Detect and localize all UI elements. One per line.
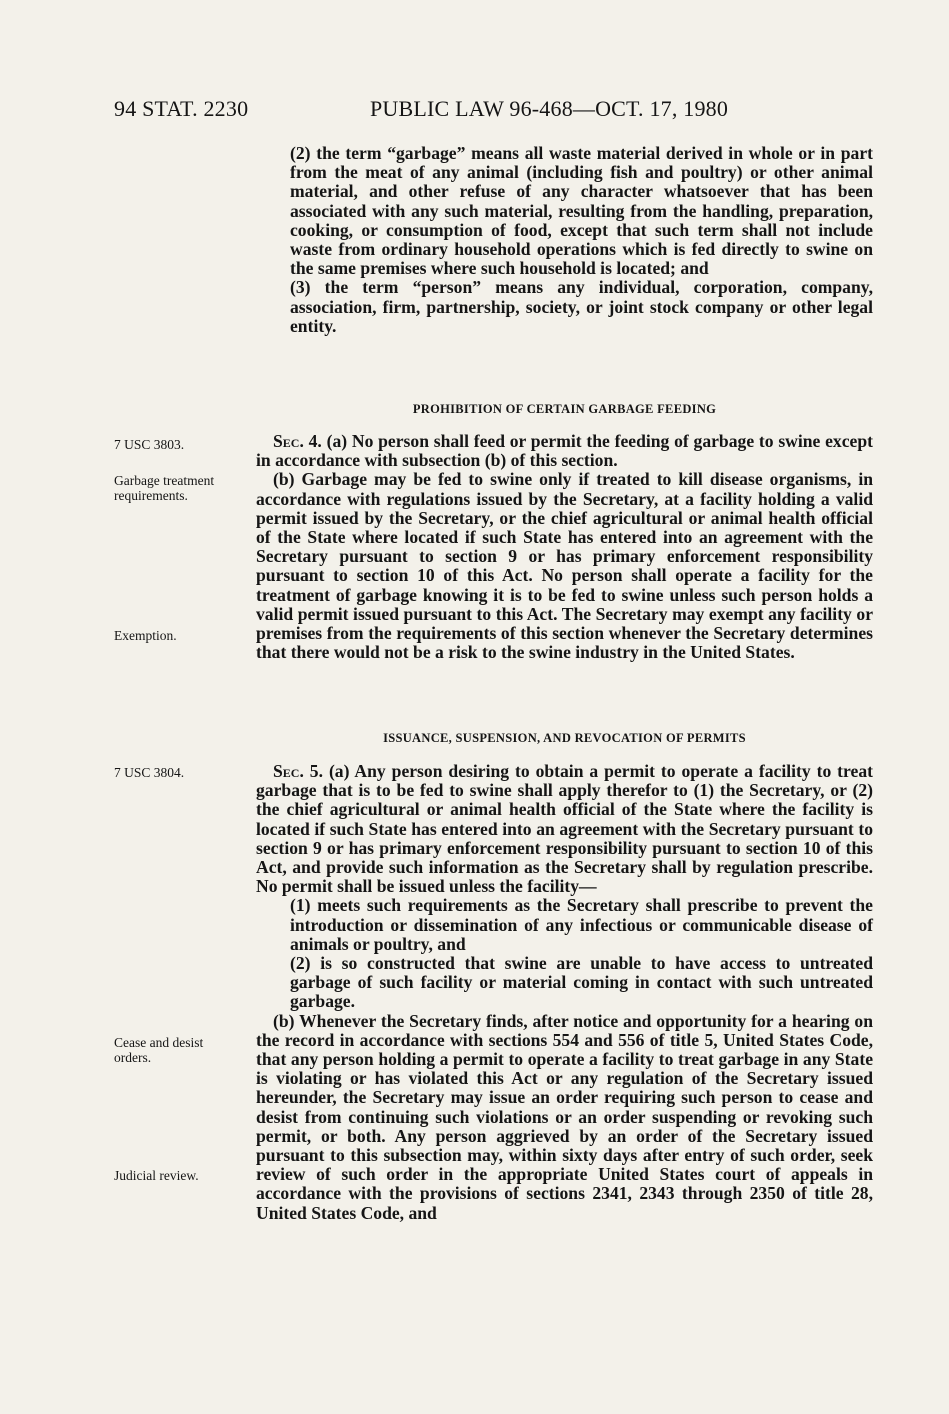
- margin-note-7-usc-3803: 7 USC 3803.: [114, 437, 185, 452]
- section-5-item-2: (2) is so constructed that swine are unable to have access to untreated garbage of such facility or material coming in contact with such untreated garbage.: [290, 953, 873, 1012]
- section-4-body: [256, 432, 873, 662]
- stat-citation: 94 STAT. 2230: [114, 96, 249, 121]
- definition-garbage-text: (2) the term “garbage” means all waste material derived in whole or in part from the meat of any animal (including fish and poultry) or other animal material, and other refuse of any character whatsoever that has been associated with any such material, resulting from the handling, preparation, cooking, or consumption of food, except that such term shall not include waste from ordinary household operations which is fed directly to swine on the same premises where such household is located; and: [290, 143, 873, 279]
- section-5-item-1: (1) meets such requirements as the Secretary shall prescribe to prevent the introduction or dissemination of any infectious or communicable disease of animals or poultry, and: [290, 895, 873, 954]
- section-5-heading: ISSUANCE, SUSPENSION, AND REVOCATION OF PERMITS: [383, 731, 746, 745]
- section-5-sec-label: Sec.: [273, 761, 304, 781]
- section-4-sec-label: Sec.: [273, 431, 304, 451]
- section-4-para-a: [256, 432, 873, 470]
- law-title: PUBLIC LAW 96-468—OCT. 17, 1980: [370, 96, 729, 121]
- section-5-para-a-text: 5. (a) Any person desiring to obtain a permit to operate a facility to treat garbage that is to be fed to swine shall apply therefor to (1) the Secretary, or (2) the chief agricultural or animal health official of the State where the facility is located if such State has entered into an agreement with the Secretary pursuant to section 9 or has primary enforcement responsibility pursuant to section 10 of this Act, and provide such information as the Secretary shall by regulation prescribe. No permit shall be issued unless the facility—: [256, 761, 873, 897]
- definitions-block: [256, 144, 873, 336]
- running-header: [0, 96, 949, 126]
- section-5-para-a: [256, 762, 873, 896]
- margin-note-judicial-review: Judicial review.: [114, 1168, 199, 1183]
- section-5-para-b: (b) Whenever the Secretary finds, after notice and opportunity for a hearing on the record in accordance with sections 554 and 556 of title 5, United States Code, that any person holding a permit to operate a facility to treat garbage in any State is violating or has violated this Act or any regulation of the Secretary issued hereunder, the Secretary may issue an order requiring such person to cease and desist from continuing such violations or an order suspending or revoking such permit, or both. Any person aggrieved by an order of the Secretary issued pursuant to this subsection may, within sixty days after entry of such order, seek review of such order in the appropriate United States court of appeals in accordance with the provisions of sections 2341, 2343 through 2350 of title 28, United States Code, and: [256, 1010, 873, 1223]
- definition-garbage: [256, 144, 873, 278]
- section-4-para-a-text: 4. (a) No person shall feed or permit the feeding of garbage to swine except in accordance with subsection (b) of this section.: [256, 431, 873, 471]
- section-4-para-b: (b) Garbage may be fed to swine only if treated to kill disease organisms, in accordance with regulations issued by the Secretary, at a facility holding a valid permit issued by the Secretary, or the chief agricultural or animal health official of the State where located if such State has entered into an agreement with the Secretary pursuant to section 9 or has primary enforcement responsibility pursuant to section 10 of this Act. No person shall operate a facility for the treatment of garbage knowing it is to be fed to swine unless such person holds a valid permit issued pursuant to this Act. The Secretary may exempt any facility or premises from the requirements of this section whenever the Secretary determines that there would not be a risk to the swine industry in the United States.: [256, 469, 873, 663]
- margin-note-7-usc-3804: 7 USC 3804.: [114, 765, 185, 780]
- section-5-body: [256, 762, 873, 1223]
- definition-person: [256, 278, 873, 336]
- margin-note-exemption: Exemption.: [114, 628, 177, 643]
- definition-person-text: (3) the term “person” means any individual, corporation, company, association, firm, partnership, society, or joint stock company or other legal entity.: [290, 277, 873, 336]
- margin-note-cease-desist: Cease and desist orders.: [114, 1035, 204, 1065]
- section-4-heading: PROHIBITION OF CERTAIN GARBAGE FEEDING: [412, 402, 717, 416]
- margin-note-garbage-treatment: Garbage treatment requirements.: [114, 473, 215, 503]
